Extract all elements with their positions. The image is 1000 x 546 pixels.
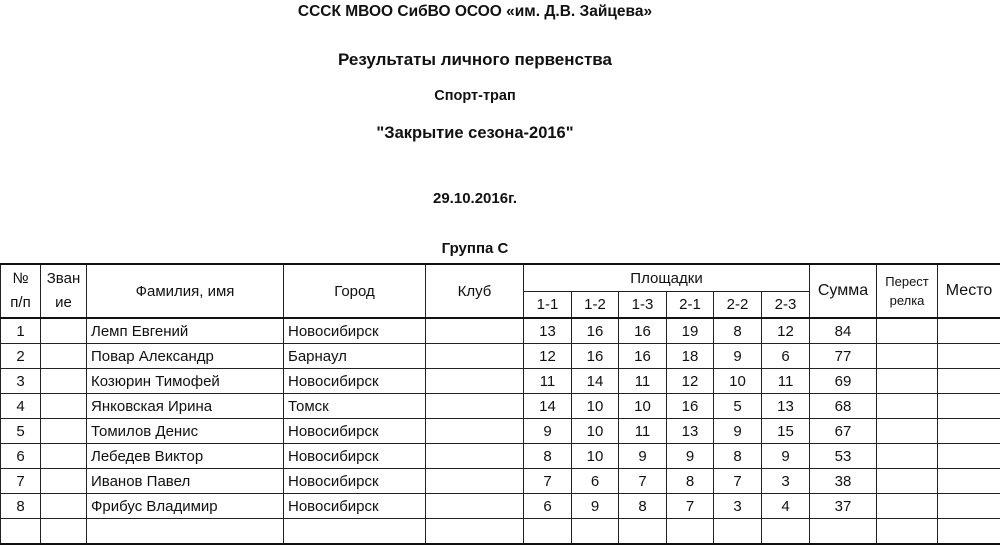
- table-row: [1, 444, 1000, 469]
- cell-name: Повар Александр: [87, 344, 284, 369]
- cell-score-2-3: 4: [762, 494, 810, 519]
- cell-score-2-1: 19: [667, 318, 714, 344]
- cell-name: Лемп Евгений: [87, 318, 284, 344]
- cell-city: Томск: [284, 394, 426, 419]
- cell-place: [938, 519, 1000, 545]
- col-header-place: Место: [938, 264, 1000, 318]
- cell-score-1-2: [572, 519, 619, 545]
- cell-club: [426, 519, 524, 545]
- col-header-rank: [41, 264, 87, 318]
- cell-shootoff: [877, 494, 938, 519]
- cell-score-2-2: 8: [714, 318, 762, 344]
- cell-score-1-1: 14: [524, 394, 572, 419]
- cell-score-1-3: 16: [619, 318, 667, 344]
- cell-name: Козюрин Тимофей: [87, 369, 284, 394]
- cell-club: [426, 419, 524, 444]
- cell-score-2-3: 15: [762, 419, 810, 444]
- cell-club: [426, 469, 524, 494]
- cell-club: [426, 494, 524, 519]
- cell-total: 53: [810, 444, 877, 469]
- col-header-range-1-1: 1-1: [524, 292, 572, 319]
- table-row: [1, 469, 1000, 494]
- col-header-range-2-2: 2-2: [714, 292, 762, 319]
- cell-score-1-1: [524, 519, 572, 545]
- cell-city: Новосибирск: [284, 318, 426, 344]
- cell-number: 8: [1, 494, 41, 519]
- cell-club: [426, 444, 524, 469]
- event-date: 29.10.2016г.: [433, 190, 517, 207]
- cell-shootoff: [877, 519, 938, 545]
- cell-rank: [41, 344, 87, 369]
- cell-number: 5: [1, 419, 41, 444]
- cell-score-1-3: 10: [619, 394, 667, 419]
- cell-name: Томилов Денис: [87, 419, 284, 444]
- cell-rank: [41, 469, 87, 494]
- table-row: [1, 344, 1000, 369]
- table-row: [1, 394, 1000, 419]
- results-table: [0, 263, 1000, 545]
- cell-place: [938, 344, 1000, 369]
- col-header-club: Клуб: [426, 264, 524, 318]
- cell-total: 84: [810, 318, 877, 344]
- cell-shootoff: [877, 469, 938, 494]
- cell-shootoff: [877, 369, 938, 394]
- table-row: [1, 369, 1000, 394]
- cell-score-2-2: [714, 519, 762, 545]
- col-header-range-1-2: 1-2: [572, 292, 619, 319]
- cell-score-1-1: 9: [524, 419, 572, 444]
- cell-score-2-1: 12: [667, 369, 714, 394]
- cell-place: [938, 444, 1000, 469]
- cell-score-1-3: 11: [619, 369, 667, 394]
- cell-score-2-2: 10: [714, 369, 762, 394]
- cell-score-1-3: 16: [619, 344, 667, 369]
- cell-score-1-2: 9: [572, 494, 619, 519]
- event-name: "Закрытие сезона-2016": [376, 124, 574, 142]
- cell-score-2-2: 9: [714, 344, 762, 369]
- cell-total: [810, 519, 877, 545]
- cell-city: [284, 519, 426, 545]
- cell-club: [426, 318, 524, 344]
- cell-score-2-3: 12: [762, 318, 810, 344]
- cell-total: 37: [810, 494, 877, 519]
- cell-score-2-1: 7: [667, 494, 714, 519]
- cell-score-2-2: 9: [714, 419, 762, 444]
- cell-number: 7: [1, 469, 41, 494]
- cell-shootoff: [877, 394, 938, 419]
- cell-score-1-2: 10: [572, 394, 619, 419]
- cell-number: 3: [1, 369, 41, 394]
- cell-score-2-1: 9: [667, 444, 714, 469]
- page-title: Результаты личного первенства: [338, 50, 612, 69]
- col-header-range-1-3: 1-3: [619, 292, 667, 319]
- cell-club: [426, 369, 524, 394]
- cell-rank: [41, 419, 87, 444]
- cell-total: 67: [810, 419, 877, 444]
- cell-score-2-1: 18: [667, 344, 714, 369]
- cell-score-1-3: [619, 519, 667, 545]
- cell-rank: [41, 318, 87, 344]
- cell-score-2-1: 8: [667, 469, 714, 494]
- cell-shootoff: [877, 318, 938, 344]
- col-header-number-line1: №: [12, 270, 29, 287]
- cell-rank: [41, 369, 87, 394]
- cell-rank: [41, 494, 87, 519]
- cell-score-2-2: 5: [714, 394, 762, 419]
- col-header-shootoff: [877, 264, 938, 318]
- cell-score-2-3: [762, 519, 810, 545]
- cell-score-1-1: 8: [524, 444, 572, 469]
- cell-place: [938, 494, 1000, 519]
- col-header-total: Сумма: [810, 264, 877, 318]
- cell-shootoff: [877, 444, 938, 469]
- cell-score-2-3: 9: [762, 444, 810, 469]
- discipline-label: Спорт-трап: [434, 88, 516, 104]
- table-row: [1, 494, 1000, 519]
- cell-score-2-3: 11: [762, 369, 810, 394]
- table-row-empty: [1, 519, 1000, 545]
- cell-club: [426, 344, 524, 369]
- col-header-rank-line1: Зван: [46, 270, 81, 287]
- cell-name: Янковская Ирина: [87, 394, 284, 419]
- organization-title: СССК МВОО СибВО ОСОО «им. Д.В. Зайцева»: [297, 3, 653, 20]
- cell-score-1-2: 10: [572, 444, 619, 469]
- table-row: [1, 318, 1000, 344]
- cell-rank: [41, 519, 87, 545]
- cell-score-1-1: 6: [524, 494, 572, 519]
- cell-total: 69: [810, 369, 877, 394]
- cell-place: [938, 369, 1000, 394]
- cell-score-1-3: 11: [619, 419, 667, 444]
- cell-name: Фрибус Владимир: [87, 494, 284, 519]
- cell-rank: [41, 444, 87, 469]
- table-row: [1, 419, 1000, 444]
- col-header-range-2-1: 2-1: [667, 292, 714, 319]
- cell-score-1-3: 7: [619, 469, 667, 494]
- cell-score-1-2: 16: [572, 344, 619, 369]
- cell-score-1-2: 10: [572, 419, 619, 444]
- cell-score-2-1: 16: [667, 394, 714, 419]
- cell-score-1-1: 13: [524, 318, 572, 344]
- cell-score-1-1: 12: [524, 344, 572, 369]
- cell-score-2-3: 3: [762, 469, 810, 494]
- cell-rank: [41, 394, 87, 419]
- col-header-ranges-group: Площадки: [524, 264, 810, 292]
- cell-score-2-2: 7: [714, 469, 762, 494]
- cell-score-2-2: 8: [714, 444, 762, 469]
- cell-number: 6: [1, 444, 41, 469]
- cell-score-2-3: 6: [762, 344, 810, 369]
- col-header-range-2-3: 2-3: [762, 292, 810, 319]
- cell-score-1-2: 6: [572, 469, 619, 494]
- col-header-number: [1, 264, 41, 318]
- col-header-shootoff-line2: релка: [889, 293, 925, 308]
- cell-score-1-2: 16: [572, 318, 619, 344]
- cell-city: Новосибирск: [284, 369, 426, 394]
- table-header: [1, 264, 1000, 318]
- cell-score-2-3: 13: [762, 394, 810, 419]
- cell-number: [1, 519, 41, 545]
- cell-place: [938, 419, 1000, 444]
- table-body: [1, 318, 1000, 544]
- cell-name: Лебедев Виктор: [87, 444, 284, 469]
- cell-club: [426, 394, 524, 419]
- cell-city: Новосибирск: [284, 469, 426, 494]
- cell-score-2-1: 13: [667, 419, 714, 444]
- cell-name: [87, 519, 284, 545]
- group-label: Группа С: [441, 240, 509, 257]
- col-header-name: Фамилия, имя: [87, 264, 284, 318]
- cell-total: 77: [810, 344, 877, 369]
- col-header-number-line2: п/п: [10, 294, 31, 311]
- cell-place: [938, 318, 1000, 344]
- cell-score-2-1: [667, 519, 714, 545]
- cell-city: Барнаул: [284, 344, 426, 369]
- cell-total: 68: [810, 394, 877, 419]
- cell-city: Новосибирск: [284, 419, 426, 444]
- cell-city: Новосибирск: [284, 494, 426, 519]
- cell-place: [938, 394, 1000, 419]
- col-header-shootoff-line1: Перест: [885, 274, 929, 289]
- cell-total: 38: [810, 469, 877, 494]
- cell-shootoff: [877, 419, 938, 444]
- cell-score-2-2: 3: [714, 494, 762, 519]
- col-header-city: Город: [284, 264, 426, 318]
- cell-shootoff: [877, 344, 938, 369]
- cell-number: 2: [1, 344, 41, 369]
- cell-city: Новосибирск: [284, 444, 426, 469]
- cell-score-1-3: 8: [619, 494, 667, 519]
- cell-number: 1: [1, 318, 41, 344]
- cell-score-1-3: 9: [619, 444, 667, 469]
- cell-place: [938, 469, 1000, 494]
- cell-score-1-1: 7: [524, 469, 572, 494]
- cell-name: Иванов Павел: [87, 469, 284, 494]
- cell-score-1-1: 11: [524, 369, 572, 394]
- cell-score-1-2: 14: [572, 369, 619, 394]
- col-header-rank-line2: ие: [55, 294, 72, 311]
- cell-number: 4: [1, 394, 41, 419]
